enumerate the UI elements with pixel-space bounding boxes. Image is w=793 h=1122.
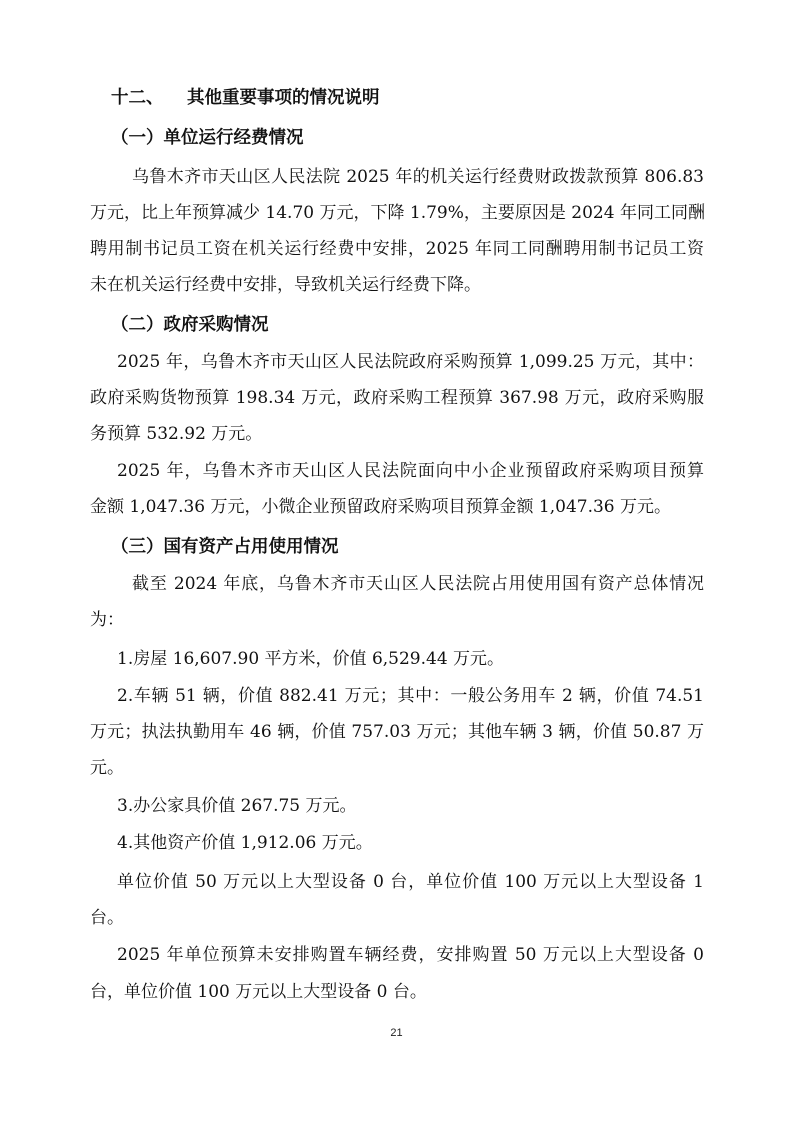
paragraph-line: 2025 年，乌鲁木齐市天山区人民法院政府采购预算 1,099.25 万元，其中：	[117, 352, 704, 372]
paragraph-line: 为：	[90, 610, 124, 630]
page-number: 21	[390, 1027, 403, 1039]
subsection-heading-assets: （三）国有资产占用使用情况	[111, 537, 339, 557]
paragraph-line: 政府采购货物预算 198.34 万元，政府采购工程预算 367.98 万元，政府采购服	[90, 388, 704, 408]
paragraph-line: 2025 年单位预算未安排购置车辆经费，安排购置 50 万元以上大型设备 0	[117, 945, 704, 965]
paragraph-line: 万元，比上年预算减少 14.70 万元，下降 1.79%，主要原因是 2024 年同工同酬	[90, 203, 705, 223]
paragraph-line: 台。	[90, 908, 124, 928]
paragraph-line: 2025 年，乌鲁木齐市天山区人民法院面向中小企业预留政府采购项目预算	[117, 461, 704, 481]
paragraph-line: 务预算 532.92 万元。	[90, 424, 263, 444]
asset-item-buildings: 1.房屋 16,607.90 平方米，价值 6,529.44 万元。	[117, 649, 505, 669]
paragraph-line: 未在机关运行经费中安排，导致机关运行经费下降。	[90, 275, 481, 295]
asset-item-other: 4.其他资产价值 1,912.06 万元。	[117, 833, 373, 853]
paragraph-line: 金额 1,047.36 万元，小微企业预留政府采购项目预算金额 1,047.36 万元。	[90, 497, 672, 517]
paragraph-line: 台，单位价值 100 万元以上大型设备 0 台。	[90, 982, 427, 1002]
paragraph-line: 元。	[90, 758, 124, 778]
asset-item-vehicles: 2.车辆 51 辆，价值 882.41 万元；其中：一般公务用车 2 辆，价值 74.51	[117, 686, 704, 706]
paragraph-line: 万元；执法执勤用车 46 辆，价值 757.03 万元；其他车辆 3 辆，价值 50.87 万	[90, 722, 704, 742]
asset-item-furniture: 3.办公家具价值 267.75 万元。	[117, 796, 357, 816]
paragraph-line: 乌鲁木齐市天山区人民法院 2025 年的机关运行经费财政拨款预算 806.83	[132, 167, 704, 187]
section-heading	[111, 88, 164, 108]
section-number: 十二、	[111, 88, 164, 108]
paragraph-line: 聘用制书记员工资在机关运行经费中安排，2025 年同工同酬聘用制书记员工资	[90, 239, 704, 259]
subsection-heading-procurement: （二）政府采购情况	[111, 315, 269, 335]
paragraph-line: 单位价值 50 万元以上大型设备 0 台，单位价值 100 万元以上大型设备 1	[117, 872, 704, 892]
paragraph-line: 截至 2024 年底，乌鲁木齐市天山区人民法院占用使用国有资产总体情况	[132, 574, 704, 594]
subsection-heading-operating-costs: （一）单位运行经费情况	[111, 128, 304, 148]
section-title: 其他重要事项的情况说明	[187, 88, 380, 108]
